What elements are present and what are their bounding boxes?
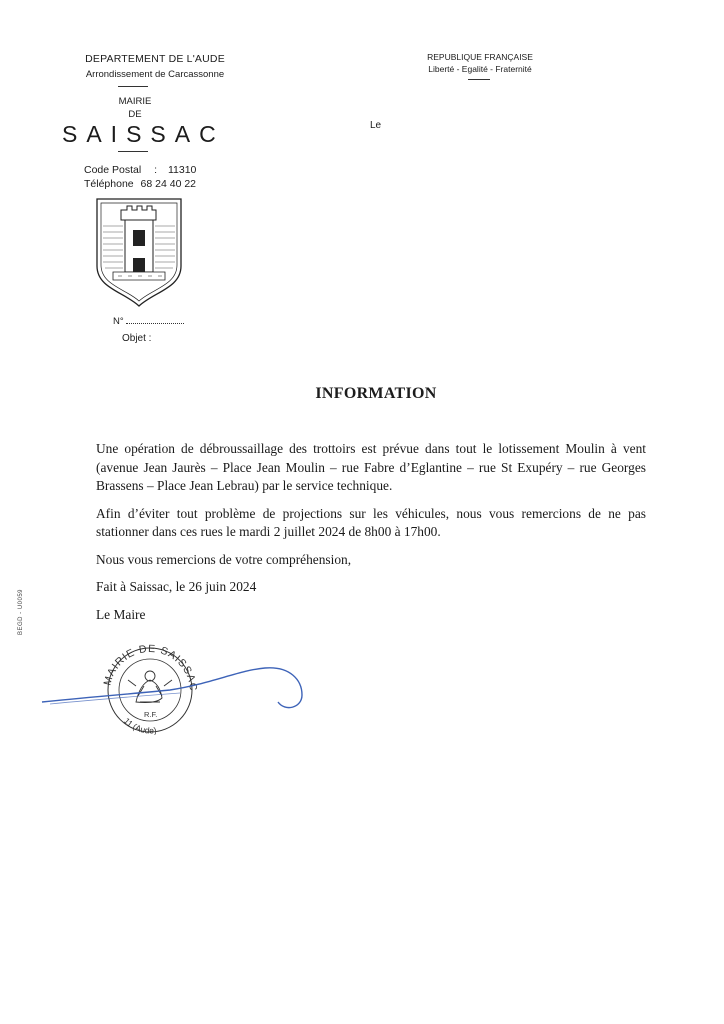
reference-number bbox=[113, 315, 184, 327]
phone-number: 68 24 40 22 bbox=[140, 178, 197, 190]
coat-of-arms-icon bbox=[94, 196, 184, 308]
town-name: SAISSAC bbox=[62, 121, 225, 147]
paragraph-stationnement: Afin d’éviter tout problème de projections sur les véhicules, nous vous remercions de ne pas stationner dans ces rues le mardi 2 juillet 2024 de 8h00 à 17h00. bbox=[96, 505, 646, 539]
republic-header bbox=[410, 51, 550, 75]
page-title: INFORMATION bbox=[315, 385, 437, 402]
paragraph-date-lieu: Fait à Saissac, le 26 juin 2024 bbox=[96, 579, 257, 594]
header-divider bbox=[118, 86, 148, 87]
department-name: DEPARTEMENT DE L'AUDE bbox=[85, 53, 225, 65]
postal-separator: : bbox=[154, 164, 158, 176]
signatory-title: Le Maire bbox=[96, 606, 146, 622]
de-text: DE bbox=[128, 109, 142, 120]
republic-name: REPUBLIQUE FRANÇAISE bbox=[427, 52, 533, 62]
official-stamp-icon bbox=[40, 640, 320, 735]
numero-label: N° bbox=[113, 316, 124, 327]
objet-label: Objet : bbox=[122, 333, 152, 344]
postal-label: Code Postal bbox=[84, 164, 142, 176]
svg-text:MAIRIE DE SAISSAC bbox=[101, 643, 199, 692]
paragraph-remerciements: Nous vous remercions de votre compréhension, bbox=[96, 551, 352, 567]
arrondissement-name: Arrondissement de Carcassonne bbox=[85, 69, 225, 80]
mairie-text: MAIRIE bbox=[118, 96, 152, 107]
contact-block bbox=[84, 163, 196, 191]
department-header bbox=[60, 52, 250, 82]
phone-label: Téléphone bbox=[84, 178, 134, 190]
margin-reference: BEGD - U0059 bbox=[18, 588, 24, 635]
town-divider bbox=[118, 151, 148, 152]
stamp-text-bottom: 11 (Aude) bbox=[121, 715, 158, 735]
paragraph-debroussaillage: Une opération de débroussaillage des trottoirs est prévue dans tout le lotissement Moulin à vent (avenue Jean Jaurès – Place Jean Moulin – rue Fabre d’Eglantine – rue St Exupéry – rue Georges Brassens – Place Jean Lebrau) par le service technique. bbox=[96, 441, 646, 493]
republic-divider bbox=[468, 79, 490, 80]
numero-dotted-line bbox=[126, 315, 184, 324]
postal-code: 11310 bbox=[167, 164, 197, 176]
date-label: Le bbox=[370, 120, 382, 131]
stamp-text-top: MAIRIE DE SAISSAC bbox=[101, 642, 200, 693]
stamp-text-mid: R.F. bbox=[144, 710, 158, 719]
letter-body bbox=[96, 440, 646, 633]
mairie-label bbox=[60, 95, 210, 121]
signature-stroke bbox=[42, 668, 302, 708]
republic-motto: Liberté - Egalité - Fraternité bbox=[428, 64, 532, 74]
